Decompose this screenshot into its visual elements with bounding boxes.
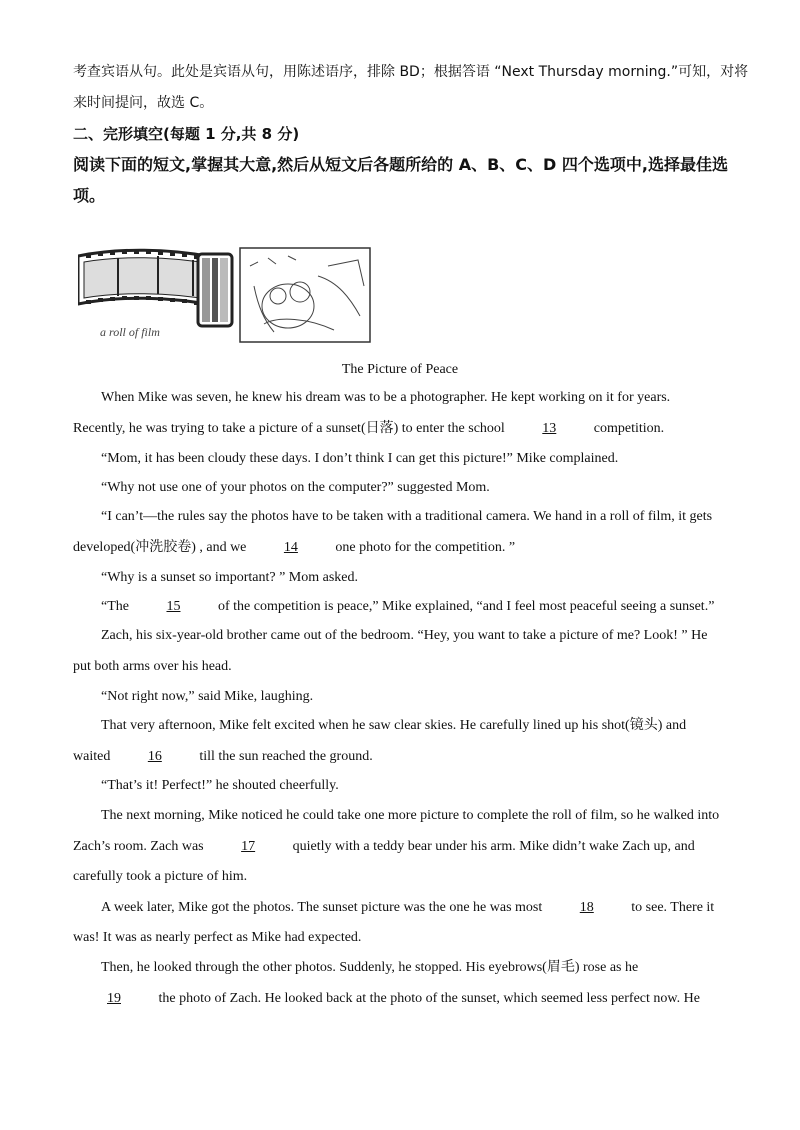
passage-text: till the sun reached the ground. <box>195 749 373 764</box>
passage-text: developed(冲洗胶卷) , and we <box>73 540 250 555</box>
passage-text: the photo of Zach. He looked back at the photo of the sunset, which seemed less perfect now. He <box>155 991 700 1006</box>
passage-line <box>101 689 313 705</box>
passage-line <box>101 509 712 525</box>
passage-text: Zach, his six-year-old brother came out of the bedroom. “Hey, you want to take a picture of me? Look! ” He <box>101 628 708 643</box>
blank-number: 19 <box>107 991 121 1006</box>
blank-number: 14 <box>283 540 298 555</box>
passage-line <box>73 869 247 885</box>
explanation-line-2: 来时间提问，故选 C。 <box>73 95 214 111</box>
section-instruction-line-1: 阅读下面的短文,掌握其大意,然后从短文后各题所给的 A、B、C、D 四个选项中,选择最佳选 <box>73 155 728 174</box>
passage-line <box>73 991 700 1007</box>
passage-line <box>101 628 707 644</box>
blank-number: 18 <box>579 900 594 915</box>
passage-text: carefully took a picture of him. <box>73 869 248 884</box>
passage-text: competition. <box>590 421 665 436</box>
blank-number: 13 <box>542 421 557 436</box>
passage-text: The next morning, Mike noticed he could take one more picture to complete the roll of film, so he walked into <box>101 808 720 823</box>
passage-text: waited <box>73 749 114 764</box>
passage-line <box>101 808 719 824</box>
passage-text: to see. There it <box>627 900 715 915</box>
blank-number: 17 <box>241 839 256 854</box>
passage-line <box>101 778 339 794</box>
passage-text: “Mom, it has been cloudy these days. I don’t think I can get this picture!” Mike complained. <box>101 451 619 466</box>
passage-text: “Why not use one of your photos on the computer?” suggested Mom. <box>101 480 490 495</box>
passage-line <box>101 390 670 406</box>
passage-line <box>101 718 686 734</box>
passage-text: of the competition is peace,” Mike explained, “and I feel most peaceful seeing a sunset.” <box>214 599 715 614</box>
passage-line <box>73 749 373 765</box>
passage-text: “That’s it! Perfect!” he shouted cheerfully. <box>101 778 339 793</box>
passage-line <box>73 930 361 946</box>
figure-caption: a roll of film <box>100 325 160 339</box>
passage-text: Then, he looked through the other photos. Suddenly, he stopped. His eyebrows(眉毛) rose as he <box>101 960 639 975</box>
passage-text: “Why is a sunset so important? ” Mom asked. <box>101 570 359 585</box>
passage-line <box>101 451 618 467</box>
passage-text: put both arms over his head. <box>73 659 232 674</box>
passage-line <box>101 960 638 976</box>
passage-line <box>73 839 695 855</box>
passage-text: Recently, he was trying to take a picture of a sunset(日落) to enter the school <box>73 421 509 436</box>
section-instruction-line-2: 项。 <box>73 186 106 205</box>
explanation-line-1: 考查宾语从句。此处是宾语从句，用陈述语序，排除 BD；根据答语 “Next Thursday morning.”可知，对将 <box>73 64 749 80</box>
passage-line <box>101 480 490 496</box>
passage-text: “I can’t—the rules say the photos have to be taken with a traditional camera. We hand in a roll of film, it gets <box>101 509 713 524</box>
passage-text: quietly with a teddy bear under his arm. Mike didn’t wake Zach up, and <box>289 839 695 854</box>
passage-line <box>101 900 714 916</box>
passage-text: Zach’s room. Zach was <box>73 839 208 854</box>
passage-text: That very afternoon, Mike felt excited when he saw clear skies. He carefully lined up his shot(镜头) and <box>101 718 687 733</box>
passage-line <box>101 599 714 615</box>
passage-text: “The <box>101 599 133 614</box>
section-heading: 二、完形填空(每题 1 分,共 8 分) <box>73 125 300 143</box>
passage-text: one photo for the competition. ” <box>331 540 516 555</box>
passage-text: When Mike was seven, he knew his dream was to be a photographer. He kept working on it for years. <box>101 390 671 405</box>
passage-title: The Picture of Peace <box>341 362 459 377</box>
passage-illustration <box>78 246 373 346</box>
blank-number: 16 <box>147 749 162 764</box>
passage-line <box>73 421 664 437</box>
passage-line <box>101 570 358 586</box>
passage-text: “Not right now,” said Mike, laughing. <box>101 689 314 704</box>
passage-text: A week later, Mike got the photos. The sunset picture was the one he was most <box>101 900 546 915</box>
passage-text: was! It was as nearly perfect as Mike had expected. <box>73 930 362 945</box>
blank-number: 15 <box>166 599 181 614</box>
passage-line <box>73 540 515 556</box>
passage-line <box>73 659 232 675</box>
